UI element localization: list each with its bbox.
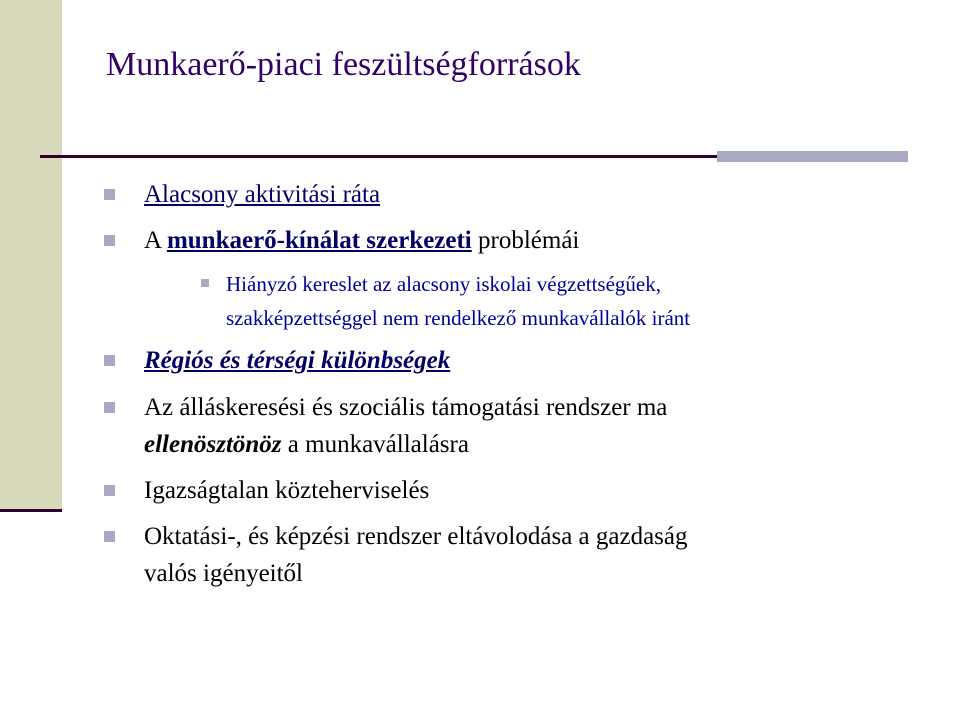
bullet-text-line2: valós igényeitől <box>144 560 303 587</box>
sub-bullet-text-line1: Hiányzó kereslet az alacsony iskolai végzettségűek, <box>226 272 661 296</box>
title-underline <box>40 155 760 158</box>
bullet-item <box>104 472 924 509</box>
slide-title: Munkaerő-piaci feszültségforrások <box>106 46 581 83</box>
sub-bullet-item <box>201 267 901 335</box>
square-bullet-icon <box>104 402 115 413</box>
bullet-text: problémái <box>471 227 580 254</box>
side-band-rule <box>0 509 62 512</box>
bullet-text: Igazságtalan közteherviselés <box>144 477 430 504</box>
decorative-side-band <box>0 0 62 510</box>
link-labor-supply-structure[interactable]: munkaerő-kínálat szerkezeti <box>166 227 472 254</box>
square-bullet-icon <box>104 235 115 246</box>
square-bullet-icon <box>104 485 115 496</box>
bullet-text-line1: Oktatási-, és képzési rendszer eltávolodása a gazdaság <box>144 523 688 550</box>
title-accent-bar <box>717 151 908 162</box>
bullet-item <box>104 222 924 259</box>
bullet-item <box>104 342 924 379</box>
square-bullet-icon <box>104 355 115 366</box>
square-bullet-icon <box>104 189 115 200</box>
square-bullet-icon <box>201 279 209 287</box>
bullet-text: A <box>144 227 167 254</box>
square-bullet-icon <box>104 531 115 542</box>
bullet-item <box>104 176 924 213</box>
link-low-activity-rate[interactable]: Alacsony aktivitási ráta <box>144 181 381 208</box>
link-regional-differences[interactable]: Régiós és térségi különbségek <box>144 347 451 374</box>
bullet-item <box>104 389 924 463</box>
bullet-text: a munkavállalásra <box>281 431 469 458</box>
bullet-item <box>104 518 924 592</box>
emphasis-text: ellenösztönöz <box>144 431 282 458</box>
sub-bullet-text-line2: szakképzettséggel nem rendelkező munkavállalók iránt <box>226 306 691 330</box>
bullet-text-line1: Az álláskeresési és szociális támogatási rendszer ma <box>144 394 668 421</box>
